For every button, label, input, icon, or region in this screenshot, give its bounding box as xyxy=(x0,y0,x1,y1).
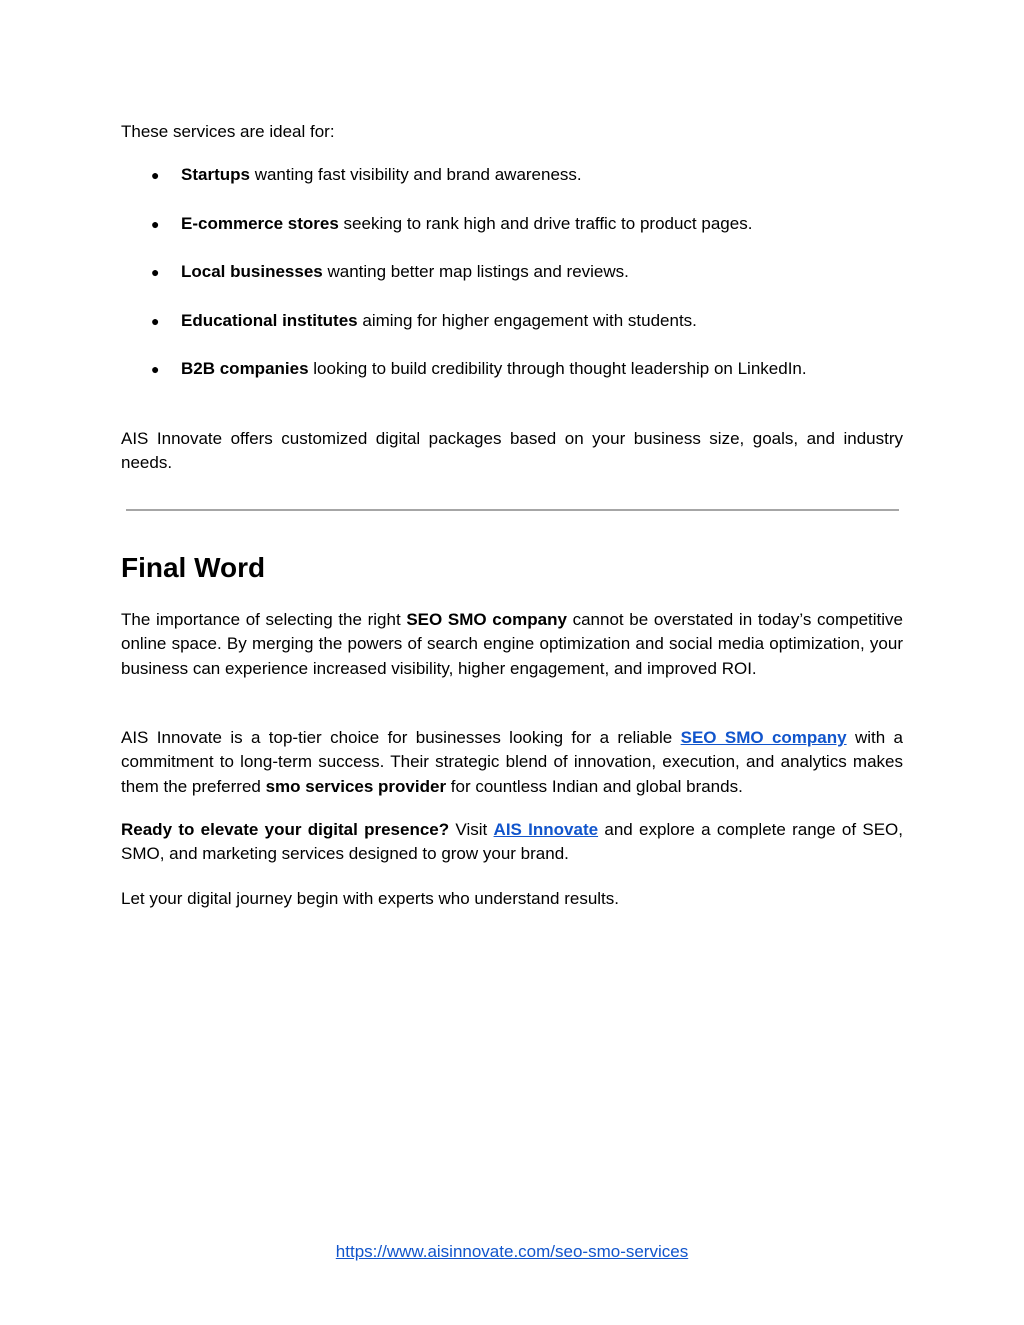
section-divider xyxy=(126,509,899,511)
list-item xyxy=(121,309,903,333)
audience-label: Startups xyxy=(181,165,250,184)
list-item xyxy=(121,357,903,381)
audience-text: seeking to rank high and drive traffic to product pages. xyxy=(338,213,753,233)
ais-text-middle: with a commitment to long-term success. Their strategic blend of innovation, execution, and analytics makes them the preferred xyxy=(121,728,904,796)
intro-text: These services are ideal for: xyxy=(121,122,335,141)
ready-bold: Ready to elevate your digital presence? xyxy=(121,820,450,839)
ais-bold: smo services provider xyxy=(265,776,447,796)
list-item xyxy=(121,260,903,284)
ais-innovate-link[interactable]: AIS Innovate xyxy=(493,820,599,839)
audience-label: E-commerce stores xyxy=(181,213,339,233)
ais-text-start: AIS Innovate is a top-tier choice for businesses looking for a reliable xyxy=(121,728,681,747)
audience-list xyxy=(121,163,903,406)
packages-paragraph: AIS Innovate offers customized digital packages based on your business size, goals, and industry needs. xyxy=(121,429,903,473)
ready-text-end: and explore a complete range of SEO, SMO, and marketing services designed to grow your brand. xyxy=(121,820,903,864)
audience-label: Educational institutes xyxy=(181,310,358,330)
final-word-heading: Final Word xyxy=(121,552,266,583)
bullet-icon: ● xyxy=(151,312,160,329)
list-item xyxy=(121,212,903,236)
footer xyxy=(0,1240,1024,1264)
list-item xyxy=(121,163,903,187)
bullet-icon: ● xyxy=(151,167,160,183)
importance-bold: SEO SMO company xyxy=(406,610,567,629)
journey-paragraph: Let your digital journey begin with experts who understand results. xyxy=(121,889,620,908)
seo-smo-company-link[interactable]: SEO SMO company xyxy=(680,728,847,747)
audience-label: B2B companies xyxy=(181,359,309,379)
importance-text-end: cannot be overstated in today’s competitive online space. By merging the powers of search engine optimization and social media optimization, your business can experience increased visibility, higher engagement, and improved ROI. xyxy=(121,610,904,678)
importance-paragraph xyxy=(121,608,903,681)
ais-choice-paragraph xyxy=(121,726,903,799)
bullet-icon: ● xyxy=(151,264,160,281)
audience-text: looking to build credibility through thought leadership on LinkedIn. xyxy=(308,359,807,379)
ready-visit-text: Visit xyxy=(449,820,494,839)
audience-label: Local businesses xyxy=(181,262,323,282)
audience-text: wanting better map listings and reviews. xyxy=(322,262,629,282)
ais-text-end: for countless Indian and global brands. xyxy=(446,776,743,796)
audience-text: aiming for higher engagement with students. xyxy=(357,310,697,330)
ready-paragraph xyxy=(121,818,903,867)
footer-url-link[interactable]: https://www.aisinnovate.com/seo-smo-services xyxy=(335,1242,689,1261)
bullet-icon: ● xyxy=(151,215,160,232)
importance-text-start: The importance of selecting the right xyxy=(121,610,407,629)
bullet-icon: ● xyxy=(151,361,160,378)
audience-text: wanting fast visibility and brand awareness. xyxy=(249,165,582,184)
